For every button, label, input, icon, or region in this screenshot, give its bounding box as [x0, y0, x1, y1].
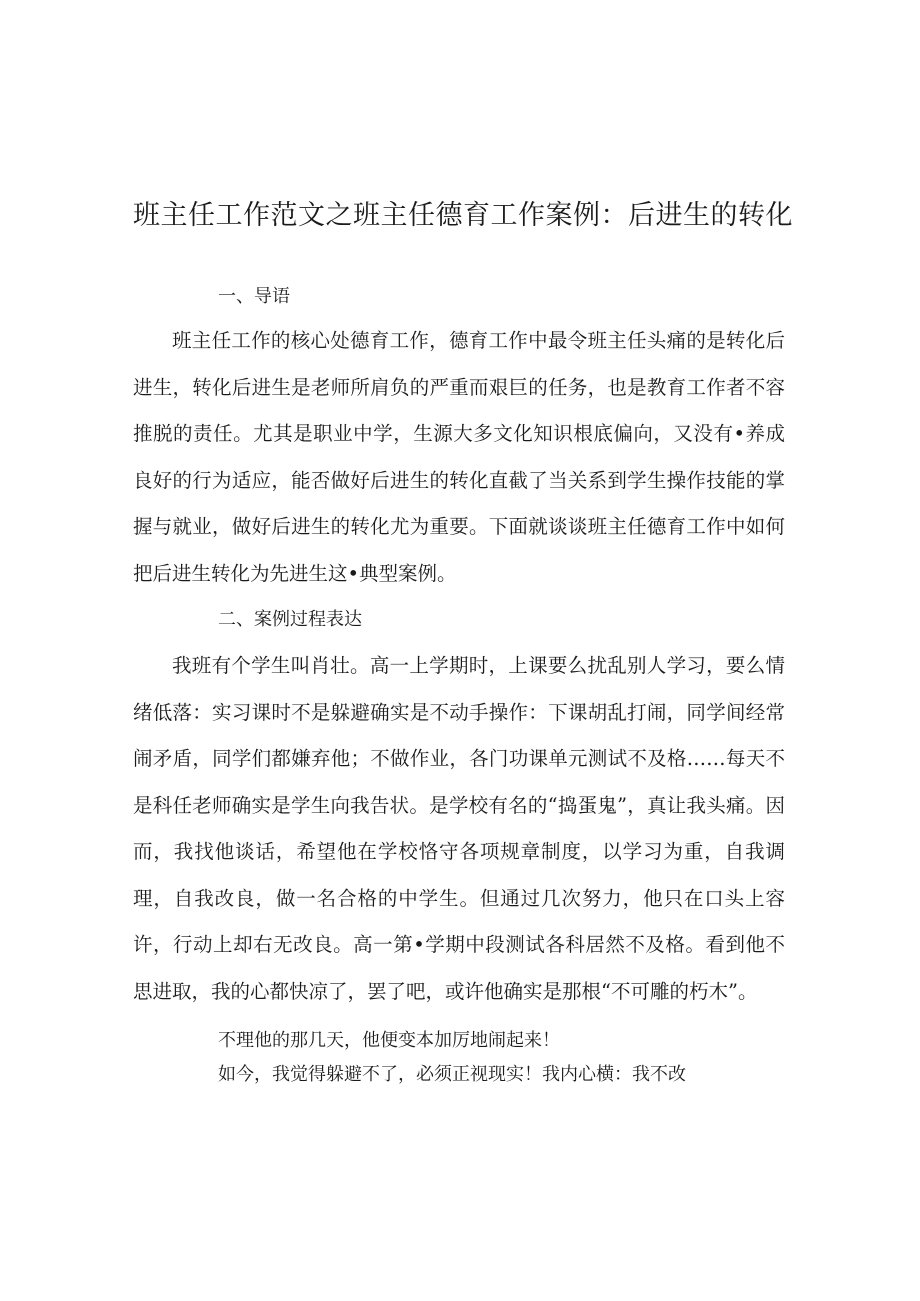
- case-line-2: 如今，我觉得躲避不了，必须正视现实！我内心横：我不改: [218, 1064, 686, 1085]
- section-heading-intro: 一、导语: [218, 286, 290, 307]
- intro-paragraph: 班主任工作的核心处德育工作，德育工作中最令班主任头痛的是转化后进生，转化后进生是老师所肩负的严重而艰巨的任务，也是教育工作者不容推脱的责任。尤其是职业中学，生源大多文化知识根底偏向，又没有•养成良好的行为适应，能否做好后进生的转化直截了当关系到学生操作技能的掌握与就业，做好后进生的转化尤为重要。下面就谈谈班主任德育工作中如何把后进生转化为先进生这•典型案例。: [133, 329, 785, 585]
- case-paragraph: 我班有个学生叫肖壮。高一上学期时，上课要么扰乱别人学习，要么情绪低落：实习课时不是躲避确实是不动手操作：下课胡乱打闹，同学间经常闹矛盾，同学们都嫌弃他；不做作业，各门功课单元测试不及格……每天不是科任老师确实是学生向我告状。是学校有名的“捣蛋鬼”，真让我头痛。因而，我找他谈话，希望他在学校恪守各项规章制度，以学习为重，自我调理，自我改良，做一名合格的中学生。但通过几次努力，他只在口头上容许，行动上却右无改良。高一第•学期中段测试各科居然不及格。看到他不思进取，我的心都快凉了，罢了吧，或许他确实是那根“不可雕的朽木”。: [133, 654, 785, 1003]
- document-title: 班主任工作范文之班主任德育工作案例：后进生的转化: [133, 200, 793, 231]
- case-line-1: 不理他的那几天，他便变本加厉地闹起来！: [218, 1030, 560, 1051]
- section-heading-case: 二、案例过程表达: [218, 609, 362, 630]
